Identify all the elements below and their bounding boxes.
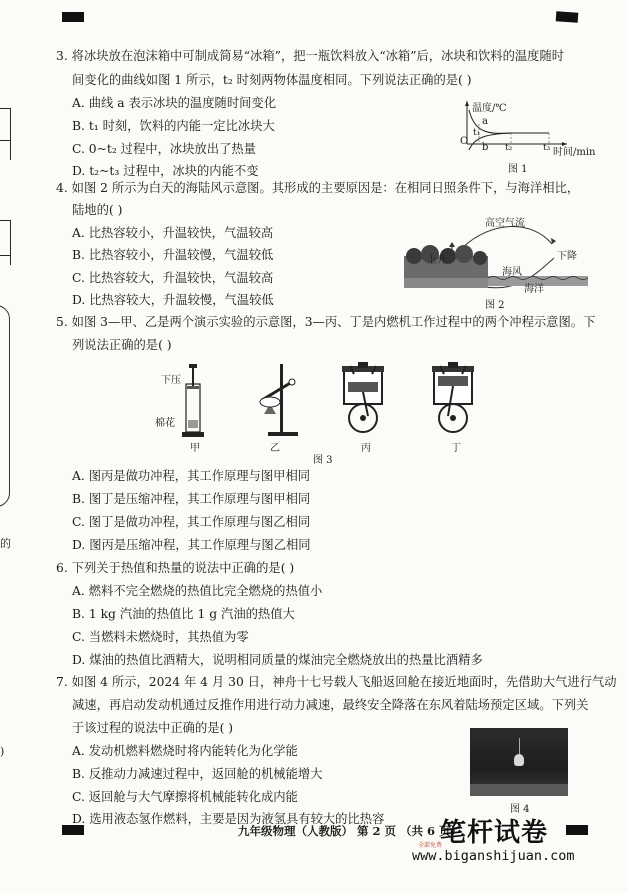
q4-option-d: D. 比热容较大，升温较慢，气温较低 <box>72 293 274 307</box>
fig2-rise: 上升 <box>427 255 447 266</box>
q7-stem-line1: 7. 如图 4 所示，2024 年 4 月 30 日，神舟十七号载人飞船返回舱在接近地面时，先借助大气进行气动 <box>56 675 617 689</box>
fig1-caption: 图 1 <box>508 164 528 175</box>
q5-option-c: C. 图丁是做功冲程，其工作原理与图乙相同 <box>72 515 311 529</box>
fig1-ylabel: 温度/℃ <box>472 103 507 114</box>
page-footer: 九年级物理（人教版） 第 2 页 （共 6 页） <box>238 824 463 838</box>
binding-edge <box>0 255 10 256</box>
q5-option-a: A. 图丙是做功冲程，其工作原理与图甲相同 <box>72 469 311 483</box>
q3-option-b: B. t₁ 时刻，饮料的内能一定比冰块大 <box>72 119 275 133</box>
fig1-t1: t₁ <box>473 128 481 138</box>
fig1-origin: O <box>460 136 469 147</box>
q3-option-c: C. 0~t₂ 过程中，冰块放出了热量 <box>72 142 256 156</box>
fig1-curve-b: b <box>482 142 489 153</box>
fig3-yi-label: 乙 <box>270 443 280 454</box>
figure-3-fire-syringe <box>178 362 208 442</box>
corner-mark-top-left <box>62 12 84 22</box>
brand-watermark: 笔杆试卷 <box>440 818 549 848</box>
q4-option-b: B. 比热容较小，升温较慢，气温较低 <box>72 248 274 262</box>
q5-stem-line1: 5. 如图 3—甲、乙是两个演示实验的示意图，3—丙、丁是内燃机工作过程中的两个冲程示意图。下 <box>56 315 596 329</box>
fig2-ocean-label: 海洋 <box>524 284 544 295</box>
binding-curve <box>0 305 10 507</box>
margin-char: 的 <box>0 537 11 550</box>
q6-option-c: C. 当燃料未燃烧时，其热值为零 <box>72 630 249 644</box>
ground-strip <box>470 784 568 796</box>
fig4-caption: 图 4 <box>510 804 530 815</box>
fig3-jia-label: 甲 <box>190 443 200 454</box>
fig1-curve-a: a <box>482 116 488 127</box>
corner-mark-top-right <box>556 11 579 23</box>
q6-stem: 6. 下列关于热值和热量的说法中正确的是( ) <box>56 561 295 575</box>
q5-stem-line2: 列说法正确的是( ) <box>72 338 172 352</box>
q7-option-c: C. 返回舱与大气摩擦将机械能转化成内能 <box>72 790 298 804</box>
q7-option-b: B. 反推动力减速过程中，返回舱的机械能增大 <box>72 767 323 781</box>
fig1-xlabel: 时间/min <box>553 147 596 158</box>
margin-paren: ) <box>0 745 5 758</box>
binding-edge <box>0 108 10 109</box>
q7-option-d: D. 选用液态氢作燃料，主要是因为液氢具有较大的比热容 <box>72 812 385 826</box>
binding-edge <box>10 108 11 160</box>
fig3-ding-label: 丁 <box>451 443 461 454</box>
q4-stem-line1: 4. 如图 2 所示为白天的海陆风示意图。其形成的主要原因是：在相同日照条件下，与海洋相比， <box>56 181 580 195</box>
binding-edge <box>0 220 10 221</box>
fig2-upper-air: 高空气流 <box>485 218 525 229</box>
q3-stem-line2: 间变化的曲线如图 1 所示，t₂ 时刻两物体温度相同。下列说法正确的是( ) <box>72 73 472 87</box>
q3-option-d: D. t₂~t₃ 过程中，冰块的内能不变 <box>72 164 259 178</box>
q4-stem-line2: 陆地的( ) <box>72 203 123 217</box>
fig1-t2: t₂ <box>505 143 513 153</box>
parachute-line <box>519 738 520 754</box>
q6-option-a: A. 燃料不完全燃烧的热值比完全燃烧的热值小 <box>72 584 323 598</box>
fig1-t3: t₃ <box>543 143 551 153</box>
fig3-cotton-label: 棉花 <box>155 418 175 429</box>
figure-3-engine-ding <box>430 362 476 436</box>
q5-option-b: B. 图丁是压缩冲程，其工作原理与图甲相同 <box>72 492 311 506</box>
q4-option-a: A. 比热容较小，升温较快，气温较高 <box>72 226 274 240</box>
figure-4-capsule-photo <box>470 728 568 796</box>
fig3-bing-label: 丙 <box>361 443 371 454</box>
fig2-descend: 下降 <box>557 251 577 262</box>
fig2-caption: 图 2 <box>485 300 505 311</box>
brand-url[interactable]: www.biganshijuan.com <box>412 848 575 864</box>
q7-stem-line2: 减速，再启动发动机通过反推作用进行动力减速，最终安全降落在东风着陆场预定区域。下列关 <box>72 698 589 712</box>
figure-3-engine-bing <box>340 362 386 436</box>
capsule-shape <box>514 754 524 766</box>
q4-option-c: C. 比热容较大，升温较快，气温较高 <box>72 271 274 285</box>
corner-mark-bottom-right <box>566 825 588 835</box>
fig3-caption: 图 3 <box>313 455 333 466</box>
q3-option-a: A. 曲线 a 表示冰块的温度随时间变化 <box>72 96 277 110</box>
binding-edge <box>10 220 11 265</box>
binding-edge <box>0 140 10 141</box>
figure-3-steam-tube <box>250 360 306 440</box>
fig3-press-label: 下压 <box>161 375 181 386</box>
q6-option-d: D. 煤油的热值比酒精大，说明相同质量的煤油完全燃烧放出的热量比酒精多 <box>72 653 483 667</box>
q7-option-a: A. 发动机燃料燃烧时将内能转化为化学能 <box>72 744 298 758</box>
fig2-sea-breeze-label: 海风 <box>502 267 522 278</box>
q6-option-b: B. 1 kg 汽油的热值比 1 g 汽油的热值大 <box>72 607 295 621</box>
q7-stem-line3: 于该过程的说法中正确的是( ) <box>72 721 234 735</box>
q5-option-d: D. 图丙是压缩冲程，其工作原理与图乙相同 <box>72 538 311 552</box>
q3-stem-line1: 3. 将冰块放在泡沫箱中可制成简易“冰箱”，把一瓶饮料放入“冰箱”后，冰块和饮料的温度随时 <box>56 49 565 63</box>
brand-small-text: 全部免费 <box>418 842 443 849</box>
